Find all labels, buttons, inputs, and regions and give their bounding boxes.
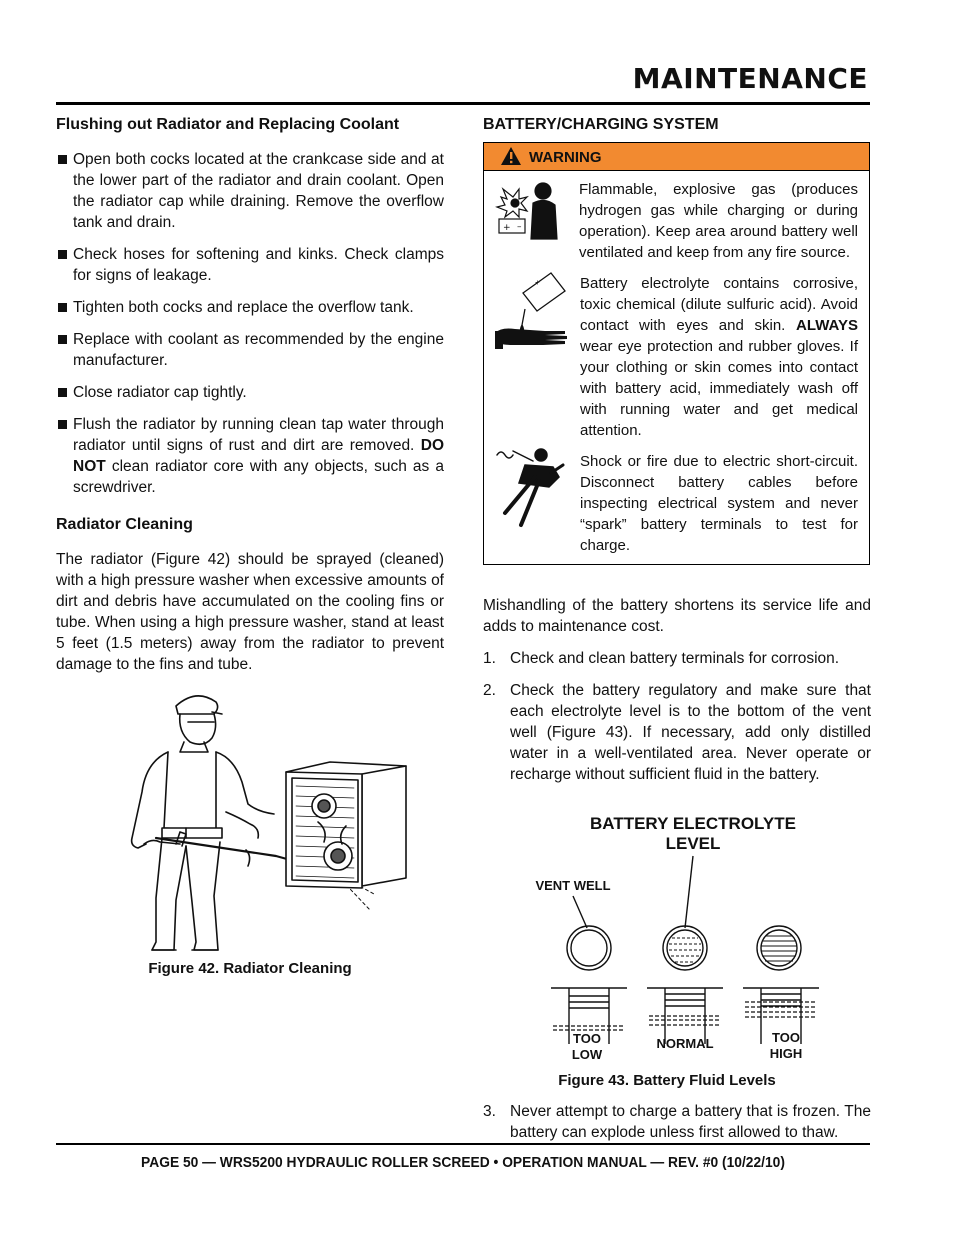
warning-triangle-icon [500,146,522,166]
warning-box [483,142,870,565]
bullet-square-icon [58,420,67,429]
warning-text-part: Battery electrolyte contains corrosive, toxic chemical (dilute sulfuric acid). Avoid contact with eyes and skin. [580,275,858,334]
svg-text:+: + [503,223,511,233]
bullet-text: Tighten both cocks and replace the overflow tank. [73,299,414,316]
page-title: MAINTENANCE [632,62,868,95]
bullet-text: Flush the radiator by running clean tap water through radiator until signs of rust and dirt are removed. [73,416,444,454]
too-low-label-2: LOW [571,1047,603,1062]
header-rule [56,102,870,105]
bullet-item [56,329,444,371]
section-heading-flushing: Flushing out Radiator and Replacing Coolant [56,116,400,133]
page-footer: PAGE 50 — WRS5200 HYDRAULIC ROLLER SCREED • OPERATION MANUAL — REV. #0 (10/22/10) [141,1154,785,1171]
bullet-item [56,382,444,403]
too-low-label-1: TOO [573,1031,601,1046]
bullet-item [56,149,444,233]
bullet-item [56,244,444,286]
section-heading-battery: BATTERY/CHARGING SYSTEM [483,116,719,133]
list-item [483,680,871,785]
acid-hand-icon [495,271,571,351]
explosion-person-icon [495,181,559,241]
warning-item-corrosive-acid [495,273,858,441]
list-text: Check the battery regulatory and make sure that each electrolyte level is to the bottom of the vent well (Figure 43). If necessary, add only distilled water in a well-ventilated area. Never operate or recharge without sufficient fluid in the battery. [510,682,871,783]
list-item [483,648,871,669]
too-high-label-2: HIGH [769,1046,803,1061]
bullet-square-icon [58,250,67,259]
svg-text:+: + [535,278,540,287]
figure-42-caption: Figure 42. Radiator Cleaning [148,960,352,977]
section-heading-radiator-cleaning: Radiator Cleaning [56,516,193,533]
figure-43-title-line1: BATTERY ELECTROLYTE [590,814,796,833]
list-item [483,1101,871,1143]
left-column [56,114,444,979]
battery-paragraph: Mishandling of the battery shortens its service life and adds to maintenance cost. [483,597,871,635]
list-text: Never attempt to charge a battery that is frozen. The battery can explode unless first allowed to thaw. [510,1103,871,1141]
bullet-square-icon [58,303,67,312]
list-number: 2. [483,682,496,699]
list-number: 3. [483,1103,496,1120]
warning-text-emphasis: ALWAYS [796,317,858,334]
bullet-square-icon [58,155,67,164]
warning-item-explosive-gas [495,179,858,265]
bullet-text: Open both cocks located at the crankcase side and at the lower part of the radiator and drain coolant. Open the radiator cap while draining. Remove the overflow tank and drain. [73,151,444,231]
figure-43-title-line2: LEVEL [665,834,721,853]
bullet-emphasis: DO NOT [73,437,445,475]
warning-text-electric-shock: Shock or fire due to electric short-circuit. Disconnect battery cables before inspecting electrical system and never “spark” battery terminals to test for charge. [580,453,858,554]
warning-item-electric-shock [495,451,858,556]
battery-fluid-levels-diagram [483,796,871,1076]
normal-label: NORMAL [656,1036,714,1051]
bullet-text: Close radiator cap tightly. [73,384,247,401]
bullet-square-icon [58,335,67,344]
bullet-item [56,414,444,498]
warning-text-explosive-gas: Flammable, explosive gas (produces hydrogen gas while charging or during operation). Keep area around battery well ventilated and keep from any fire source. [579,181,858,261]
svg-text:–: – [517,222,522,232]
warning-text-part: wear eye protection and rubber gloves. If your clothing or skin comes into contact with battery acid, immediately wash off with running water and get medical attention. [580,338,858,439]
list-number: 1. [483,650,496,667]
electric-shock-person-icon [495,447,567,531]
too-high-label-1: TOO [772,1030,800,1045]
bullet-text: clean radiator core with any objects, such as a screwdriver. [73,458,444,496]
footer-rule [56,1143,870,1145]
radiator-cleaning-illustration [56,686,444,956]
figure-43-caption: Figure 43. Battery Fluid Levels [558,1072,776,1089]
bullet-item [56,297,444,318]
warning-header [484,143,869,171]
radiator-cleaning-paragraph: The radiator (Figure 42) should be sprayed (cleaned) with a high pressure washer when excessive amounts of dirt and debris have accumulated on the cooling fins or tube. When using a high pressure washer, stand at least 5 feet (1.5 meters) away from the radiator to prevent damage to the fins and tube. [56,551,444,673]
bullet-square-icon [58,388,67,397]
bullet-text: Replace with coolant as recommended by the engine manufacturer. [73,331,444,369]
warning-label: WARNING [529,149,602,166]
right-column [483,114,871,1154]
bullet-text: Check hoses for softening and kinks. Check clamps for signs of leakage. [73,246,444,284]
vent-well-label: VENT WELL [535,878,611,893]
list-text: Check and clean battery terminals for corrosion. [510,650,840,667]
